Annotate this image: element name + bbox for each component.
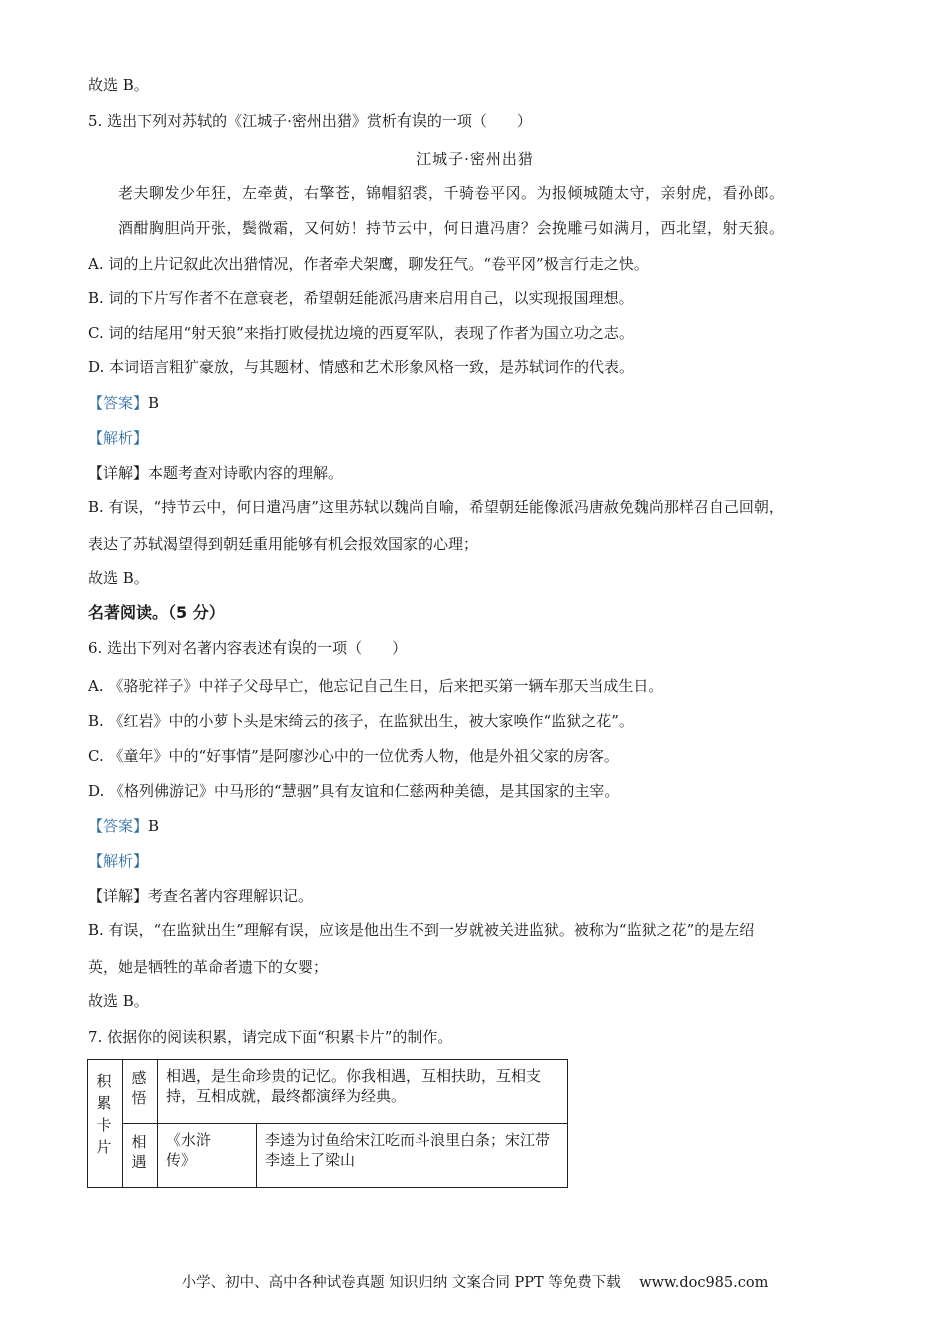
page-footer: 小学、初中、高中各种试卷真题 知识归纳 文案合同 PPT 等免费下载 www.doc985.com xyxy=(181,1275,769,1291)
q5-analysis-tag: 【解析】 xyxy=(88,429,149,447)
emphasis-dot-char: 误 xyxy=(287,639,303,657)
q6-analysis-tag: 【解析】 xyxy=(88,852,149,870)
q6-explanation: 英，她是牺牲的革命者遗下的女婴； xyxy=(88,958,329,976)
q6-stem: 6. 选出下列对名著内容表述有误的一项（ ） xyxy=(88,639,408,657)
q7-stem: 7. 依据你的阅读积累，请完成下面“积累卡片”的制作。 xyxy=(88,1028,453,1046)
q6-option-b: B. 《红岩》中的小萝卜头是宋绮云的孩子，在监狱出生，被大家唤作“监狱之花”。 xyxy=(88,712,634,730)
q6-conclusion: 故选 B。 xyxy=(88,992,149,1010)
q5-stem: 5. 选出下列对苏轼的《江城子·密州出猎》赏析有误的一项（ ） xyxy=(88,112,532,130)
q6-answer: 【答案】B xyxy=(88,817,160,835)
q5-option-a: A. 词的上片记叙此次出猎情况，作者牵犬架鹰，聊发狂气。“卷平冈”极言行走之快。 xyxy=(88,255,649,273)
card-row-text: 李逵为讨鱼给宋江吃而斗浪里白条；宋江带李逵上了梁山 xyxy=(257,1124,568,1188)
q5-conclusion: 故选 B。 xyxy=(88,569,149,587)
q6-option-c: C. 《童年》中的“好事情”是阿廖沙心中的一位优秀人物，他是外祖父家的房客。 xyxy=(88,747,619,765)
q5-option-d: D. 本词语言粗犷豪放，与其题材、情感和艺术形象风格一致，是苏轼词作的代表。 xyxy=(88,358,635,376)
emphasis-dot-char: 有 xyxy=(272,639,288,657)
q5-option-c: C. 词的结尾用“射天狼”来指打败侵扰边境的西夏军队，表现了作者为国立功之志。 xyxy=(88,324,634,342)
emphasis-dot-char: 误 xyxy=(411,112,427,130)
previous-answer-conclusion: 故选 B。 xyxy=(88,76,149,94)
card-row-label: 感悟 xyxy=(123,1060,158,1124)
poem-line: 老夫聊发少年狂，左牵黄，右擎苍，锦帽貂裘，千骑卷平冈。为报倾城随太守，亲射虎，看孙郎。 xyxy=(118,184,785,202)
card-book-cell: 《水浒传》 xyxy=(158,1124,257,1188)
poem-line: 酒酣胸胆尚开张，鬓微霜，又何妨！持节云中，何日遣冯唐？会挽雕弓如满月，西北望，射天狼。 xyxy=(118,219,785,237)
footer-url: www.doc985.com xyxy=(639,1275,769,1291)
q5-option-b: B. 词的下片写作者不在意衰老，希望朝廷能派冯唐来启用自己，以实现报国理想。 xyxy=(88,289,634,307)
q5-explanation: B. 有误，“持节云中，何日遣冯唐”这里苏轼以魏尚自喻，希望朝廷能像派冯唐赦免魏尚那样召自己回朝， xyxy=(88,498,784,516)
q6-explanation: B. 有误，“在监狱出生”理解有误，应该是他出生不到一岁就被关进监狱。被称为“监狱之花”的是左绍 xyxy=(88,921,755,939)
poem-title: 江城子·密州出猎 xyxy=(416,150,534,168)
card-row-text: 相遇，是生命珍贵的记忆。你我相遇，互相扶助，互相支持，互相成就，最终都演绎为经典。 xyxy=(158,1060,568,1124)
card-header-cell: 积累卡片 xyxy=(88,1060,123,1188)
q6-option-d: D. 《格列佛游记》中马形的“慧骃”具有友谊和仁慈两种美德，是其国家的主宰。 xyxy=(88,782,620,800)
section-heading: 名著阅读。（5 分） xyxy=(88,603,225,622)
q5-detail: 【详解】本题考查对诗歌内容的理解。 xyxy=(88,464,344,482)
q5-answer: 【答案】B xyxy=(88,394,160,412)
q6-detail: 【详解】考查名著内容理解识记。 xyxy=(88,887,314,905)
q6-option-a: A. 《骆驼祥子》中祥子父母早亡，他忘记自己生日，后来把买第一辆车那天当成生日。 xyxy=(88,677,664,695)
accumulation-card-table xyxy=(87,1059,568,1188)
q5-explanation: 表达了苏轼渴望得到朝廷重用能够有机会报效国家的心理； xyxy=(88,535,479,553)
emphasis-dot-char: 有 xyxy=(396,112,412,130)
card-row-label: 相遇 xyxy=(123,1124,158,1188)
